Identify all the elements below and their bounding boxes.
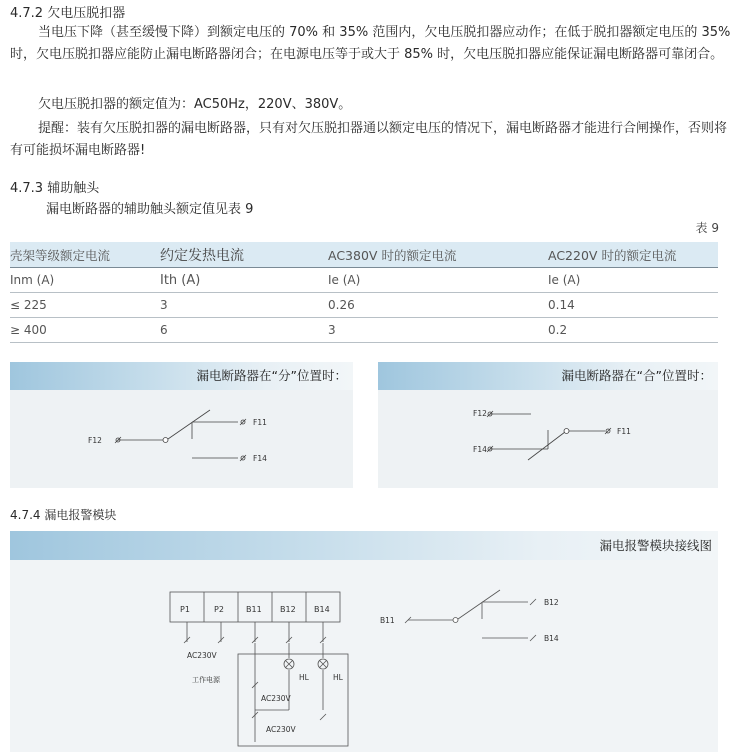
unit-cell: Ith (A): [160, 268, 328, 293]
label-f14: F14: [473, 445, 487, 454]
reminder-paragraph: 提醒：装有欠压脱扣器的漏电断路器，只有对欠压脱扣器通以额定电压的情况下，漏电断路器才能进行合闸操作，否则将有可能损坏漏电断路器!: [10, 121, 728, 158]
table-row: [10, 293, 718, 318]
label-b11: B11: [380, 616, 395, 625]
header-thermal-current: 约定发热电流: [160, 242, 328, 268]
diagram-closed-panel: [378, 362, 718, 488]
table-cell: 0.26: [328, 293, 548, 318]
diagram-open-panel: [10, 362, 353, 488]
label-f11: F11: [253, 418, 267, 427]
open-switch-diagram: [10, 390, 353, 488]
section-title-473: 4.7.3 辅助触头: [10, 181, 100, 196]
diagram-open-title: 漏电断路器在“分”位置时：: [10, 362, 353, 390]
alarm-module-panel: [10, 531, 718, 752]
header-ac380-current: AC380V 时的额定电流: [328, 242, 548, 268]
terminal-b12: B12: [280, 605, 296, 614]
unit-cell: Ie (A): [328, 268, 548, 293]
header-frame-current: 壳架等级额定电流: [10, 242, 160, 268]
header-ac220-current: AC220V 时的额定电流: [548, 242, 718, 268]
label-b14: B14: [544, 634, 559, 643]
aux-contact-intro: 漏电断路器的辅助触头额定值见表 9: [46, 202, 254, 217]
alarm-module-title: 漏电报警模块接线图: [10, 531, 718, 560]
label-f12: F12: [473, 409, 487, 418]
table-cell: 0.14: [548, 293, 718, 318]
table-cell: 3: [328, 318, 548, 343]
table-cell: 0.2: [548, 318, 718, 343]
label-ac230v-bottom: AC230V: [266, 725, 296, 734]
label-ac230v-mid: AC230V: [261, 694, 291, 703]
closed-switch-diagram: [378, 390, 718, 488]
label-hl-1: HL: [299, 673, 309, 682]
section-title-472: 4.7.2 欠电压脱扣器: [10, 6, 126, 21]
terminal-p2: P2: [214, 605, 224, 614]
unit-cell: Inm (A): [10, 268, 160, 293]
undervoltage-paragraph: 当电压下降（甚至缓慢下降）到额定电压的 70% 和 35% 范围内，欠电压脱扣器应动作；在低于脱扣器额定电压的 35% 时，欠电压脱扣器应能防止漏电断路器闭合；在电源电压等于或大于 85% 时，欠电压脱扣器应能保证漏电断路器可靠闭合。: [10, 25, 731, 62]
label-f12: F12: [88, 436, 102, 445]
table-cell: 6: [160, 318, 328, 343]
label-work-power: 工作电源: [192, 676, 220, 684]
table-cell: 3: [160, 293, 328, 318]
table-header-row: [10, 242, 718, 268]
diagram-closed-title: 漏电断路器在“合”位置时：: [378, 362, 718, 390]
terminal-b11: B11: [246, 605, 262, 614]
table-units-row: [10, 268, 718, 293]
undervoltage-rating: 欠电压脱扣器的额定值为：AC50Hz，220V、380V。: [38, 97, 352, 112]
unit-cell: Ie (A): [548, 268, 718, 293]
label-f14: F14: [253, 454, 267, 463]
table-cell: ≤ 225: [10, 293, 160, 318]
label-b12: B12: [544, 598, 559, 607]
label-ac230v-top: AC230V: [187, 651, 217, 660]
table-label: 表 9: [695, 221, 719, 235]
alarm-wiring-diagram: [10, 560, 718, 752]
label-f11: F11: [617, 427, 631, 436]
label-hl-2: HL: [333, 673, 343, 682]
terminal-p1: P1: [180, 605, 190, 614]
terminal-b14: B14: [314, 605, 330, 614]
aux-contact-table: [10, 242, 718, 343]
table-cell: ≥ 400: [10, 318, 160, 343]
section-title-474: 4.7.4 漏电报警模块: [10, 508, 117, 522]
table-row: [10, 318, 718, 343]
